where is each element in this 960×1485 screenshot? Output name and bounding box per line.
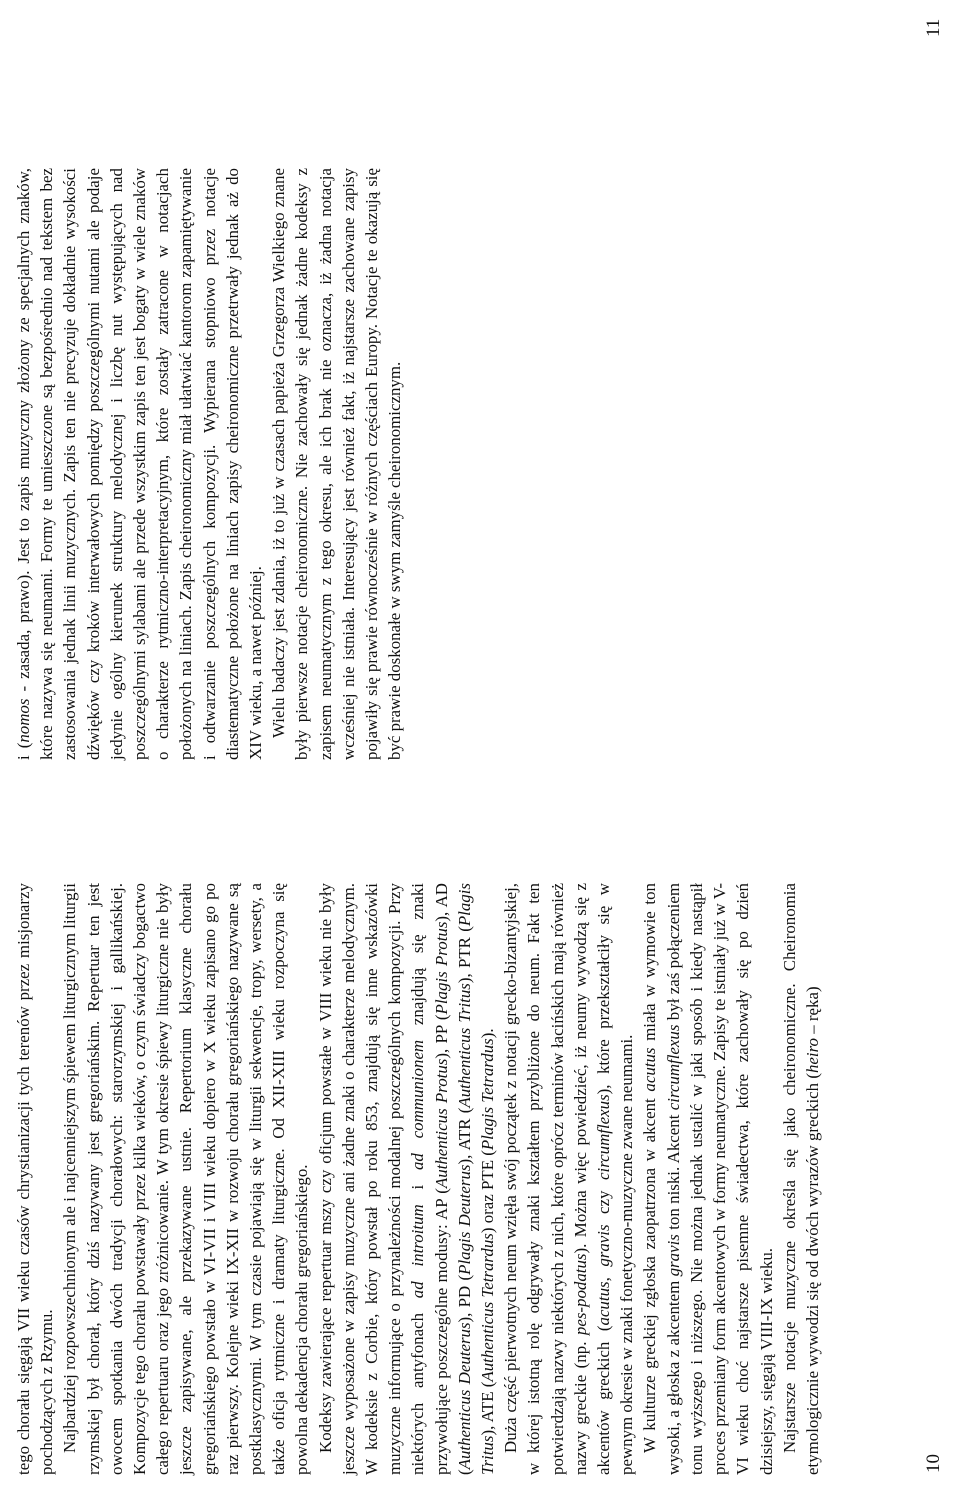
italic-term: nomos [14, 698, 33, 743]
italic-term: gravis [663, 1234, 683, 1277]
italic-term: ad communionem [408, 1039, 428, 1171]
paragraph: Duża część pierwotnych neum wzięła swój początek z notacji grecko-bizantyjskiej, w której istotną rolę odgrywały znaki kształtem przybliżone do neum. Fakt ten potwierdzają nazwy niektórych z nich, które oprócz terminów łacińskich mają również nazwy greckie (np. pes-podatus). Można więc powiedzieć, iż neumy wywodzą się z akcentów greckich (acutus, gravis czy circumflexus), które przekształciły się w pewnym okresie w znaki fonetyczno-muzyczne zwane neumami. [501, 882, 637, 1475]
italic-term: gravis [594, 1224, 614, 1267]
paragraph: W kulturze greckiej zgłoska zaopatrzona w akcent acutus miała w wymowie ton wysoki, a głoska z akcentem gravis ton niski. Akcent circumflexus był zaś połączeniem tonu wyższego i niższego. Nie można jednak ustalić w jaki sposób i kiedy nastąpił proces przemiany form akcentowych w formy neumatyczne. Zapisy te istniały już w V-VI wieku choć najstarsze pisemne świadectwa, które zachowały się po dzień dzisiejszy, sięgają VIII-IX wieku. [640, 882, 776, 1475]
paragraph: Wielu badaczy jest zdania, iż to już w czasach papieża Grzegorza Wielkiego znane były pierwsze notacje cheironomiczne. Nie zachowały się jednak żadne kodeksy z zapisem neumatycznym z tego okresu, ale ich brak nie oznacza, iż żadna notacja wcześniej nie istniała. Interesujący jest również fakt, iż najstarsze zachowane zapisy pojawiły się prawie równocześnie w różnych częściach Europy. Notacje te okazują się być prawie doskonałe w swym zamyśle cheironomicznym. [269, 168, 405, 760]
italic-term: acutus [594, 1281, 614, 1326]
italic-term: Plagis Tritus [454, 883, 498, 1475]
italic-term: Authenticus Protus [431, 1058, 451, 1189]
paragraph: Najbardziej rozpowszechnionym ale i najcenniejszym śpiewem liturgicznym liturgii rzymskiej był chorał, który dziś nazywany jest gregoriańskim. Repertuar ten jest owocem spotkania dwóch tradycji chorałowych: starorzymskiej i gallikańskiej. Kompozycje tego chorału powstawały przez kilka wieków, o czym świadczy bogactwo całego repertuaru oraz jego zróżnicowanie. W tym okresie śpiewy liturgiczne nie były jeszcze zapisywane, ale przekazywane ustnie. Repertorium klasyczne chorału gregoriańskiego powstało w VI-VII i VIII wieku dopiero w X wieku zapisano go po raz pierwszy. Kolejne wieki IX-XII w rozwoju chorału gregoriańskiego nazywane są postklasycznymi. W tym czasie pojawiają się w liturgii sekwencje, tropy, wersety, a także oficja rytmiczne i dramaty liturgiczne. Od XII-XIII wieku rozpoczyna się powolna dekadencja chorału gregoriańskiego. [60, 883, 312, 1475]
italic-term: circumflexus [594, 1094, 614, 1180]
italic-term: acutus [640, 1047, 660, 1092]
italic-term: Plagis Deuterus [454, 1164, 474, 1275]
italic-term: Authenticus Tritus [454, 983, 474, 1108]
paragraph: Najstarsze notacje muzyczne określa się jako cheironomiczne. Cheironomia etymologicznie wywodzi się od dwóch wyrazów greckich (heiro – ręka) [779, 883, 822, 1475]
paragraph: tego chorału sięgają VII wieku czasów chrystianizacji tych terenów przez misjonarzy pochodzących z Rzymu. [14, 883, 57, 1475]
italic-term: Authenticus Deuterus [454, 1322, 474, 1470]
italic-term: ad introitum [408, 1204, 428, 1299]
italic-term: heiro [802, 1038, 822, 1074]
left-page-text-column [12, 883, 824, 1475]
left-page-number: 10 [923, 1454, 944, 1473]
right-page-text-column [12, 168, 406, 760]
italic-term: circumflexus [663, 1024, 683, 1111]
italic-term: Authenticus Tetrardus [478, 1233, 498, 1382]
italic-term: Plagis Tetrardus [478, 1038, 498, 1151]
italic-term: Plagis Protus [431, 921, 451, 1015]
paragraph: i (nomos - zasada, prawo). Jest to zapis muzyczny złożony ze specjalnych znaków, które nazywa się neumami. Formy te umieszczone są bezpośrednio nad tekstem bez zastosowania jednak linii muzycznych. Zapis ten nie precyzuje dokładnie wysokości dźwięków czy kroków interwałowych pomiędzy poszczególnymi nutami ale podaje jedynie ogólny kierunek struktury melodycznej i liczbę nut występujących nad poszczególnymi sylabami ale przede wszystkim zapis ten jest bogaty w wiele znaków o charakterze rytmiczno-interpretacyjnym, które zostały zatracone w notacjach położonych na liniach. Zapis cheironomiczny miał ułatwiać kantorom zapamiętywanie i odtwarzanie poszczególnych kompozycji. Wypierana stopniowo przez notacje diastematyczne położone na liniach zapisy cheironomiczne przetrwały jednak aż do XIV wieku, a nawet później. [14, 168, 266, 760]
italic-term: pes-podatus [570, 1253, 590, 1336]
paragraph: Kodeksy zawierające repertuar mszy czy oficjum powstałe w VIII wieku nie były jeszcze wyposażone w zapisy muzyczne ani żadne znaki o charakterze melodycznym. W kodeksie z Corbie, który powstał po roku 853, znajdują się inne wskazówki muzyczne informujące o przynależności modalnej poszczególnych kompozycji. Przy niektórych antyfonach ad introitum i ad communionem znajdują się znaki przywołujące poszczególne modusy: AP (Authenticus Protus), PP (Plagis Protus), AD (Authenticus Deuterus), PD (Plagis Deuterus), ATR (Authenticus Tritus), PTR (Plagis Tritus), ATE (Authenticus Tetrardus) oraz PTE (Plagis Tetrardus). [315, 882, 498, 1475]
right-page-number: 11 [923, 18, 944, 37]
